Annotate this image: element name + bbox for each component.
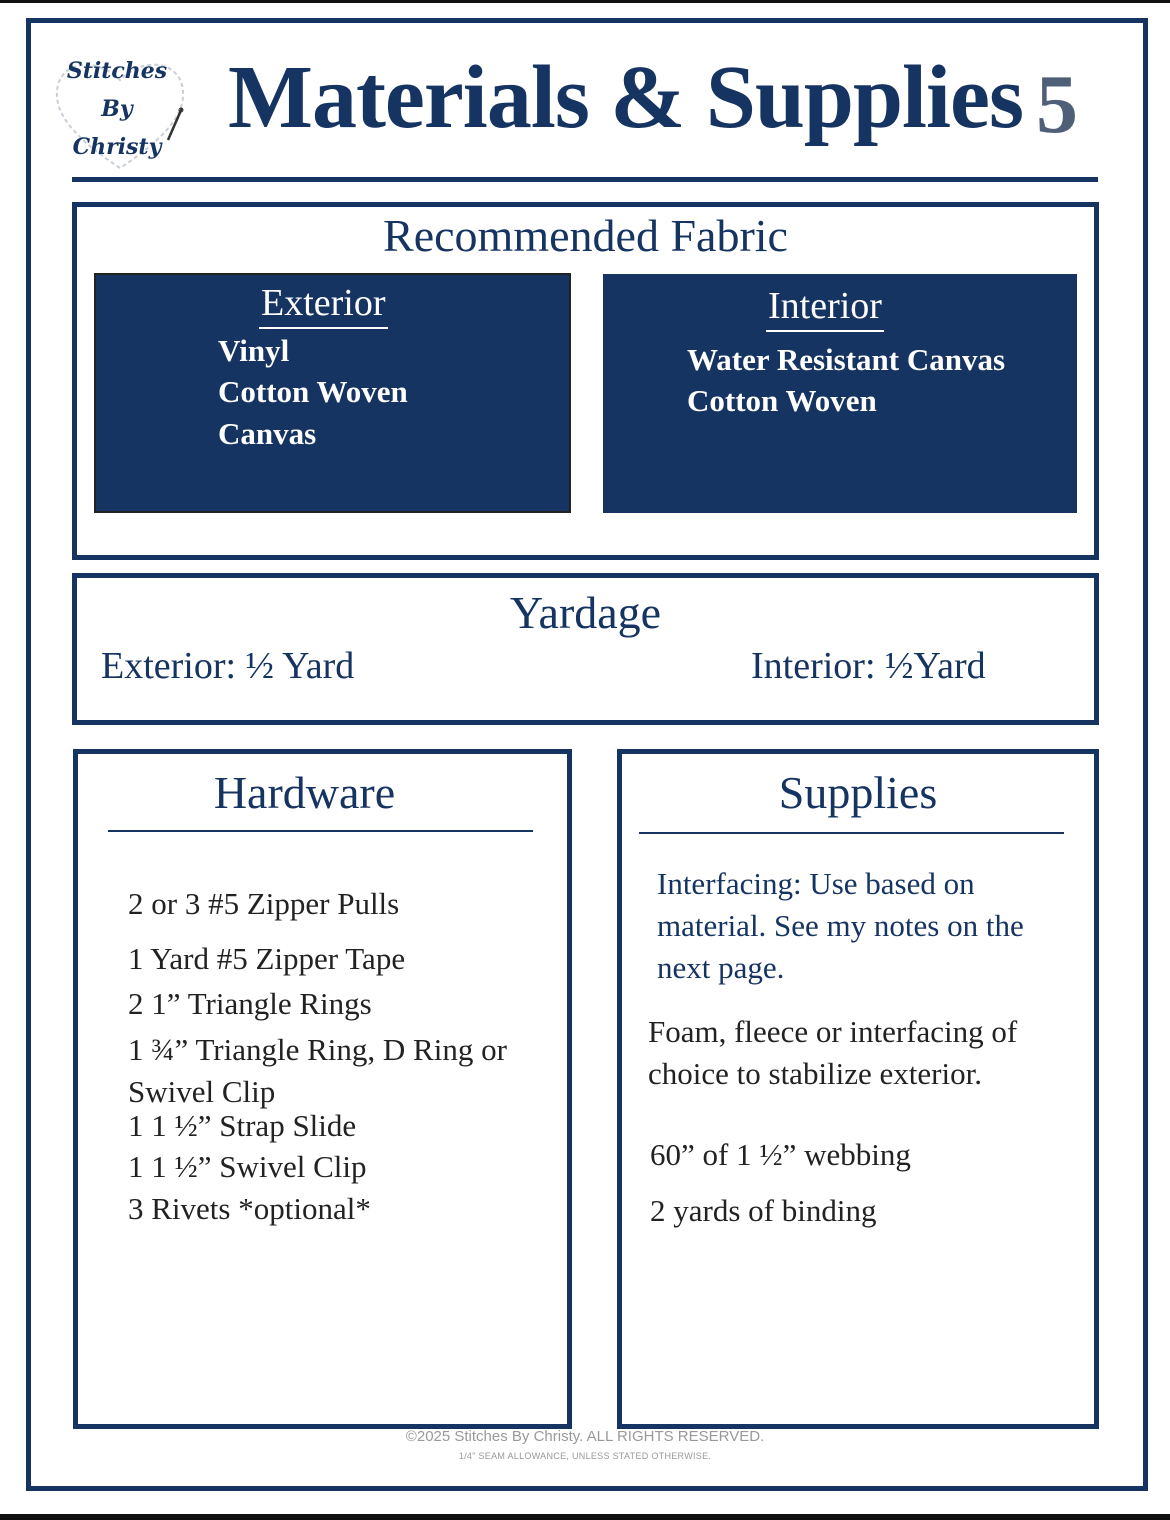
interior-fabric-panel — [603, 274, 1077, 513]
hardware-item: 1 1 ½” Swivel Clip — [128, 1149, 367, 1184]
page-title: Materials & Supplies — [228, 48, 1024, 147]
yardage-interior: Interior: ½Yard — [751, 645, 986, 687]
interfacing-line: material. See my notes on the — [657, 908, 1024, 943]
yardage-exterior: Exterior: ½ Yard — [101, 645, 355, 687]
exterior-fabric-item: Vinyl — [218, 333, 290, 368]
page-number: 5 — [1036, 58, 1078, 151]
yardage-title: Yardage — [509, 587, 662, 638]
logo-text-by: By — [101, 96, 133, 122]
exterior-fabric-panel — [94, 273, 571, 513]
interior-fabric-item: Water Resistant Canvas — [687, 342, 1006, 377]
supplies-title: Supplies — [778, 767, 938, 818]
binding-item: 2 yards of binding — [650, 1193, 877, 1228]
supplies-box — [617, 749, 1099, 1429]
exterior-fabric-item: Cotton Woven — [218, 374, 408, 409]
exterior-fabric-item: Canvas — [218, 416, 317, 451]
footer-seam-note: 1/4" SEAM ALLOWANCE, UNLESS STATED OTHERWISE. — [458, 1451, 712, 1461]
hardware-title: Hardware — [213, 767, 396, 818]
foam-line: choice to stabilize exterior. — [648, 1056, 982, 1091]
hardware-item: 1 1 ½” Strap Slide — [128, 1108, 357, 1143]
hardware-item: 2 or 3 #5 Zipper Pulls — [128, 886, 400, 921]
interfacing-line: Interfacing: Use based on — [657, 866, 975, 901]
hardware-item: 2 1” Triangle Rings — [128, 986, 372, 1021]
hardware-item: 3 Rivets *optional* — [128, 1191, 371, 1226]
footer-copyright: ©2025 Stitches By Christy. ALL RIGHTS RESERVED. — [405, 1428, 765, 1445]
exterior-heading: Exterior — [259, 281, 388, 329]
recommended-fabric-box — [72, 202, 1099, 560]
interfacing-line: next page. — [657, 950, 785, 985]
hardware-item: 1 ¾” Triangle Ring, D Ring or — [128, 1032, 507, 1067]
supplies-title-underline — [639, 832, 1064, 834]
top-border-line — [0, 0, 1170, 3]
hardware-item: 1 Yard #5 Zipper Tape — [128, 941, 406, 976]
logo-text-stitches: Stitches — [66, 58, 168, 84]
title-underline — [72, 177, 1098, 182]
webbing-item: 60” of 1 ½” webbing — [650, 1137, 911, 1172]
hardware-box — [73, 749, 572, 1429]
yardage-box — [72, 573, 1099, 725]
hardware-item: Swivel Clip — [128, 1074, 276, 1109]
foam-note — [648, 1011, 1017, 1095]
bottom-border-line — [0, 1514, 1170, 1520]
stitches-by-christy-logo — [50, 50, 190, 175]
hardware-title-underline — [108, 830, 533, 832]
logo-text-christy: Christy — [72, 134, 162, 160]
interfacing-note — [657, 863, 1024, 989]
recommended-fabric-title: Recommended Fabric — [383, 210, 788, 261]
interior-heading: Interior — [766, 284, 884, 332]
interior-fabric-item: Cotton Woven — [687, 383, 877, 418]
foam-line: Foam, fleece or interfacing of — [648, 1014, 1018, 1049]
